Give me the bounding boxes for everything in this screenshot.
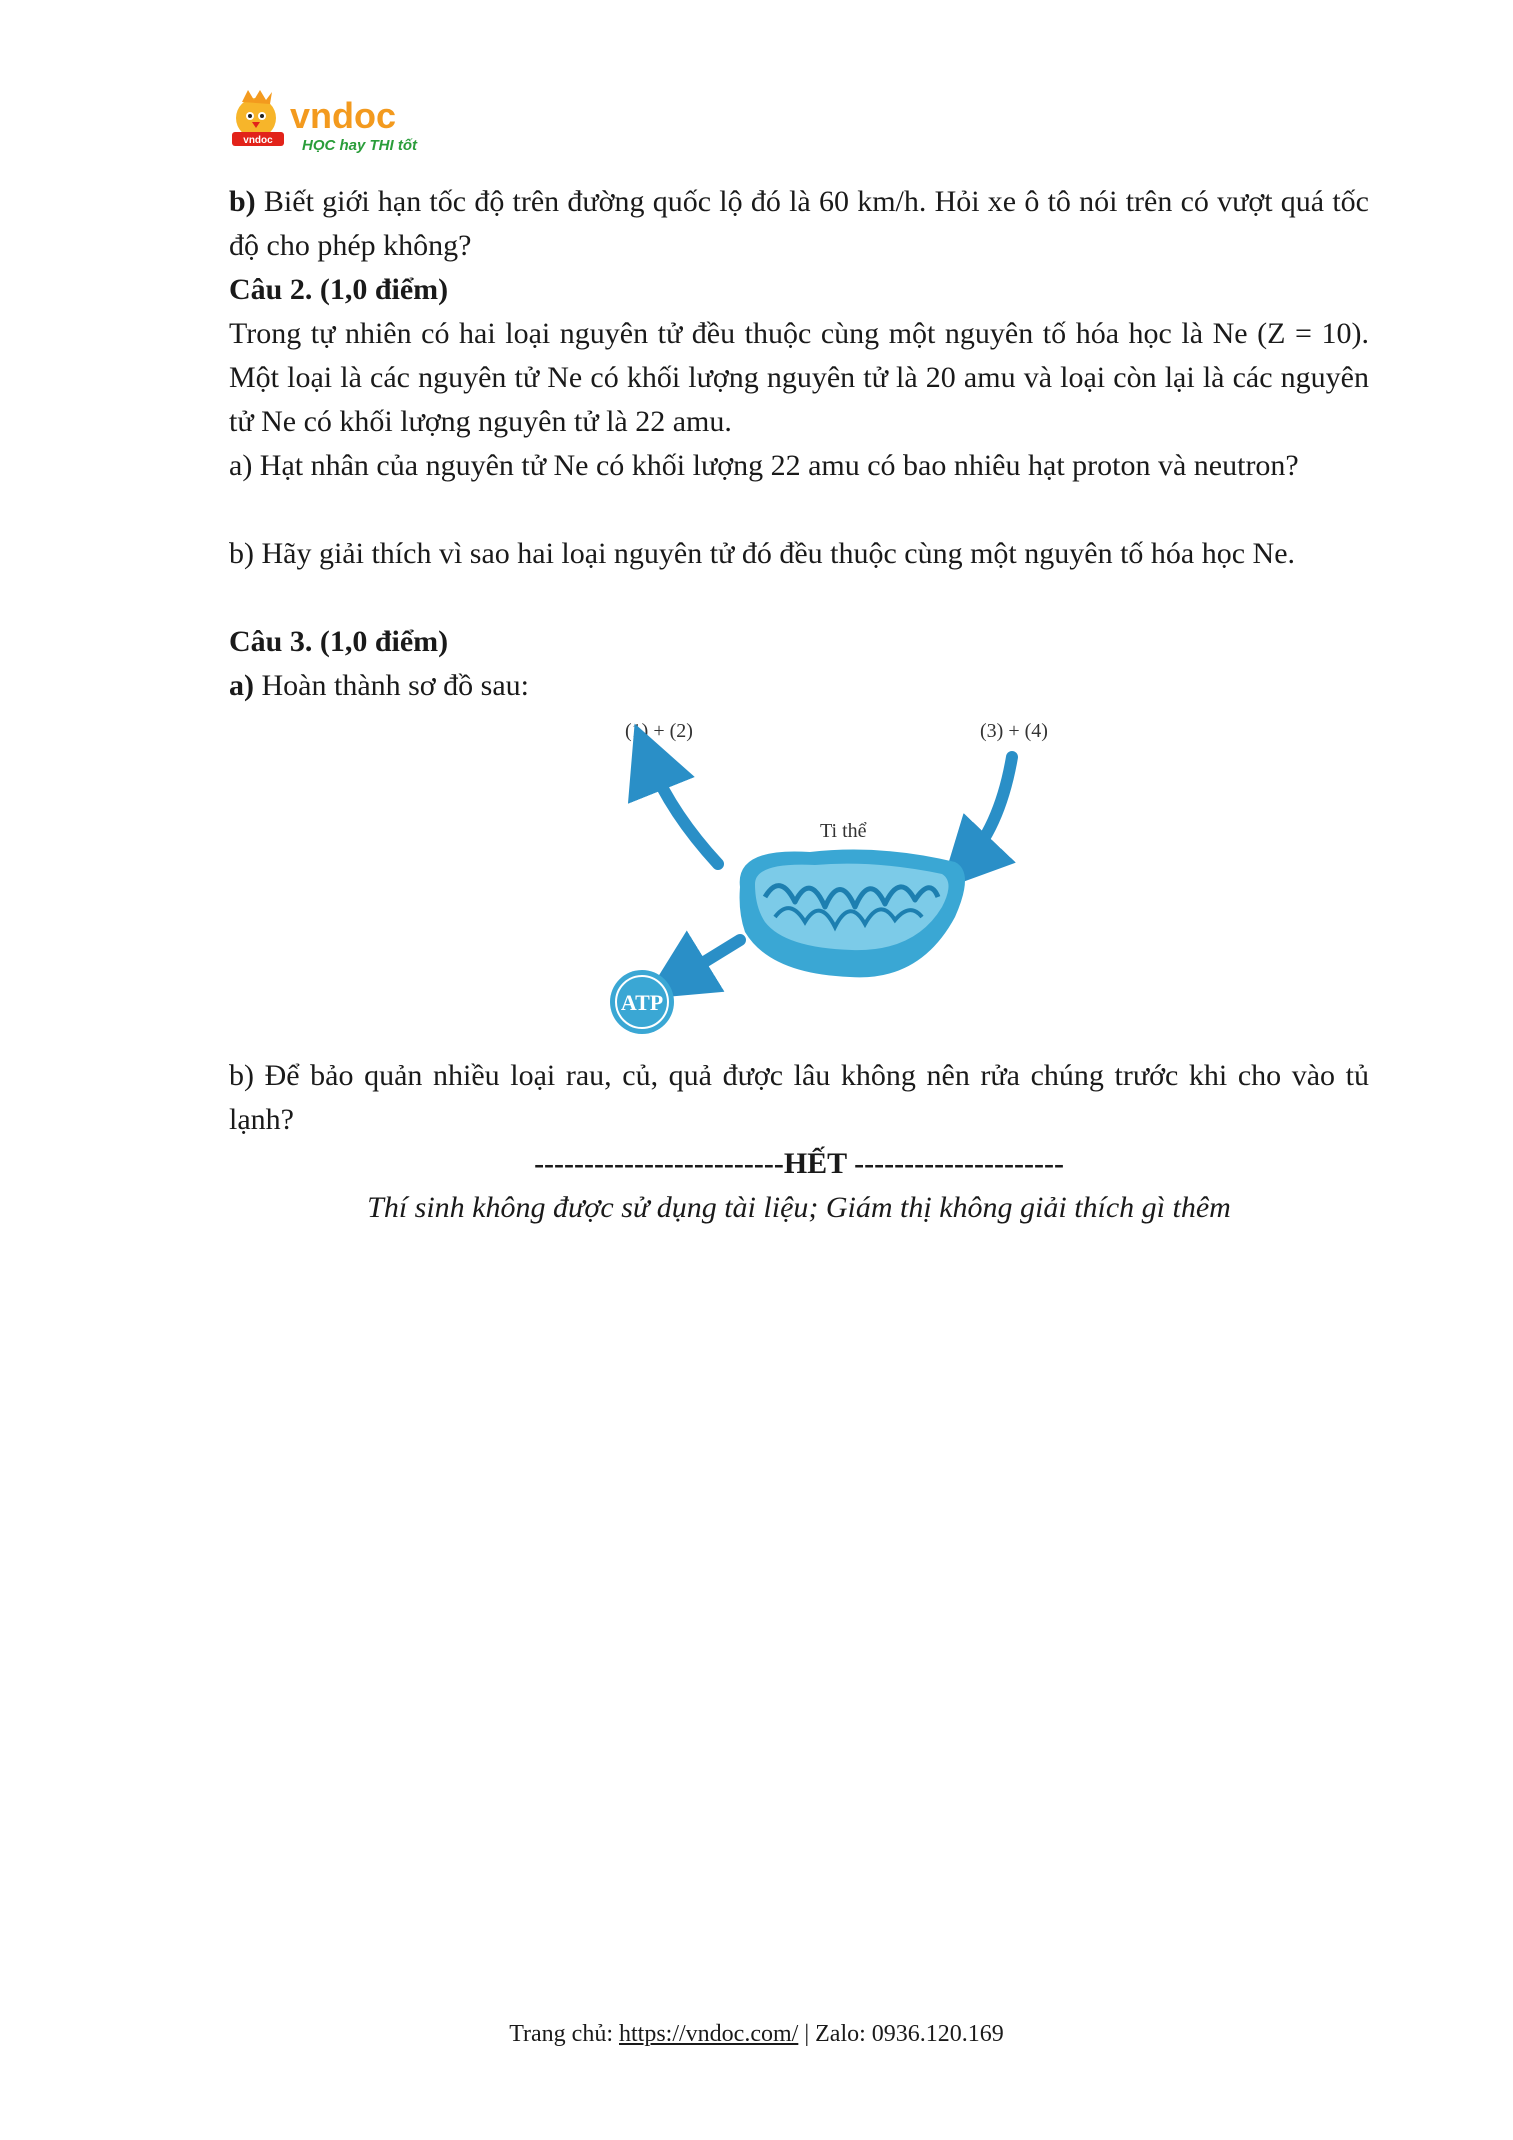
q3a-label: a) xyxy=(229,669,254,702)
arrow-to-atp xyxy=(675,940,740,980)
q2-heading: Câu 2. (1,0 điểm) xyxy=(229,273,449,306)
q3b-text: b) Để bảo quản nhiều loại rau, củ, quả được lâu không nên rửa chúng trước khi cho vào tủ lạnh? xyxy=(229,1059,1369,1136)
question-3b xyxy=(229,1054,1369,1142)
question-3-heading xyxy=(229,620,1369,664)
label-1-plus-2: (1) + (2) xyxy=(625,720,693,742)
question-3a xyxy=(229,664,1369,708)
mitochondria-icon xyxy=(740,850,965,978)
q1b-text: Biết giới hạn tốc độ trên đường quốc lộ đó là 60 km/h. Hỏi xe ô tô nói trên có vượt quá tốc độ cho phép không? xyxy=(229,185,1369,262)
mitochondria-diagram xyxy=(570,712,1070,1042)
q2-intro-text: Trong tự nhiên có hai loại nguyên tử đều thuộc cùng một nguyên tố hóa học là Ne (Z = 10). Một loại là các nguyên tử Ne có khối lượng nguyên tử là 20 amu và loại còn lại là các nguyên tử Ne có khối lượng nguyên tử là 22 amu. xyxy=(229,317,1369,438)
end-left-dashes: ------------------------- xyxy=(534,1147,784,1180)
end-word: HẾT xyxy=(783,1147,847,1180)
arrow-in-right xyxy=(965,757,1012,864)
atp-icon xyxy=(610,970,674,1034)
exam-note: Thí sinh không được sử dụng tài liệu; Giám thị không giải thích gì thêm xyxy=(367,1191,1231,1224)
vndoc-logo[interactable] xyxy=(228,88,448,158)
q2a-text: a) Hạt nhân của nguyên tử Ne có khối lượng 22 amu có bao nhiêu hạt proton và neutron? xyxy=(229,449,1299,482)
logo-graphic xyxy=(228,88,448,158)
end-marker xyxy=(229,1142,1369,1186)
footer-link[interactable]: https://vndoc.com/ xyxy=(619,2021,799,2047)
q1b-label: b) xyxy=(229,185,256,218)
logo-slogan-text: HỌC hay THI tốt xyxy=(302,137,417,154)
end-right-dashes: --------------------- xyxy=(846,1147,1064,1180)
footer-prefix: Trang chủ: xyxy=(509,2021,619,2047)
label-mitochondria: Ti thể xyxy=(820,820,867,842)
question-1b xyxy=(229,180,1369,268)
q3-heading: Câu 3. (1,0 điểm) xyxy=(229,625,449,658)
q2b-text: b) Hãy giải thích vì sao hai loại nguyên tử đó đều thuộc cùng một nguyên tố hóa học Ne. xyxy=(229,537,1296,570)
atp-label: ATP xyxy=(620,990,664,1015)
q3a-text: Hoàn thành sơ đồ sau: xyxy=(254,669,529,702)
arrow-out-up-left xyxy=(648,757,718,864)
label-3-plus-4: (3) + (4) xyxy=(980,720,1048,742)
question-2a xyxy=(229,444,1369,488)
footer-suffix: | Zalo: 0936.120.169 xyxy=(798,2021,1004,2047)
logo-brand-text: vndoc xyxy=(290,95,397,136)
question-2b xyxy=(229,532,1369,576)
question-2-heading xyxy=(229,268,1369,312)
page-footer xyxy=(0,2018,1513,2050)
question-2-intro xyxy=(229,312,1369,444)
logo-badge-text: vndoc xyxy=(243,135,273,146)
